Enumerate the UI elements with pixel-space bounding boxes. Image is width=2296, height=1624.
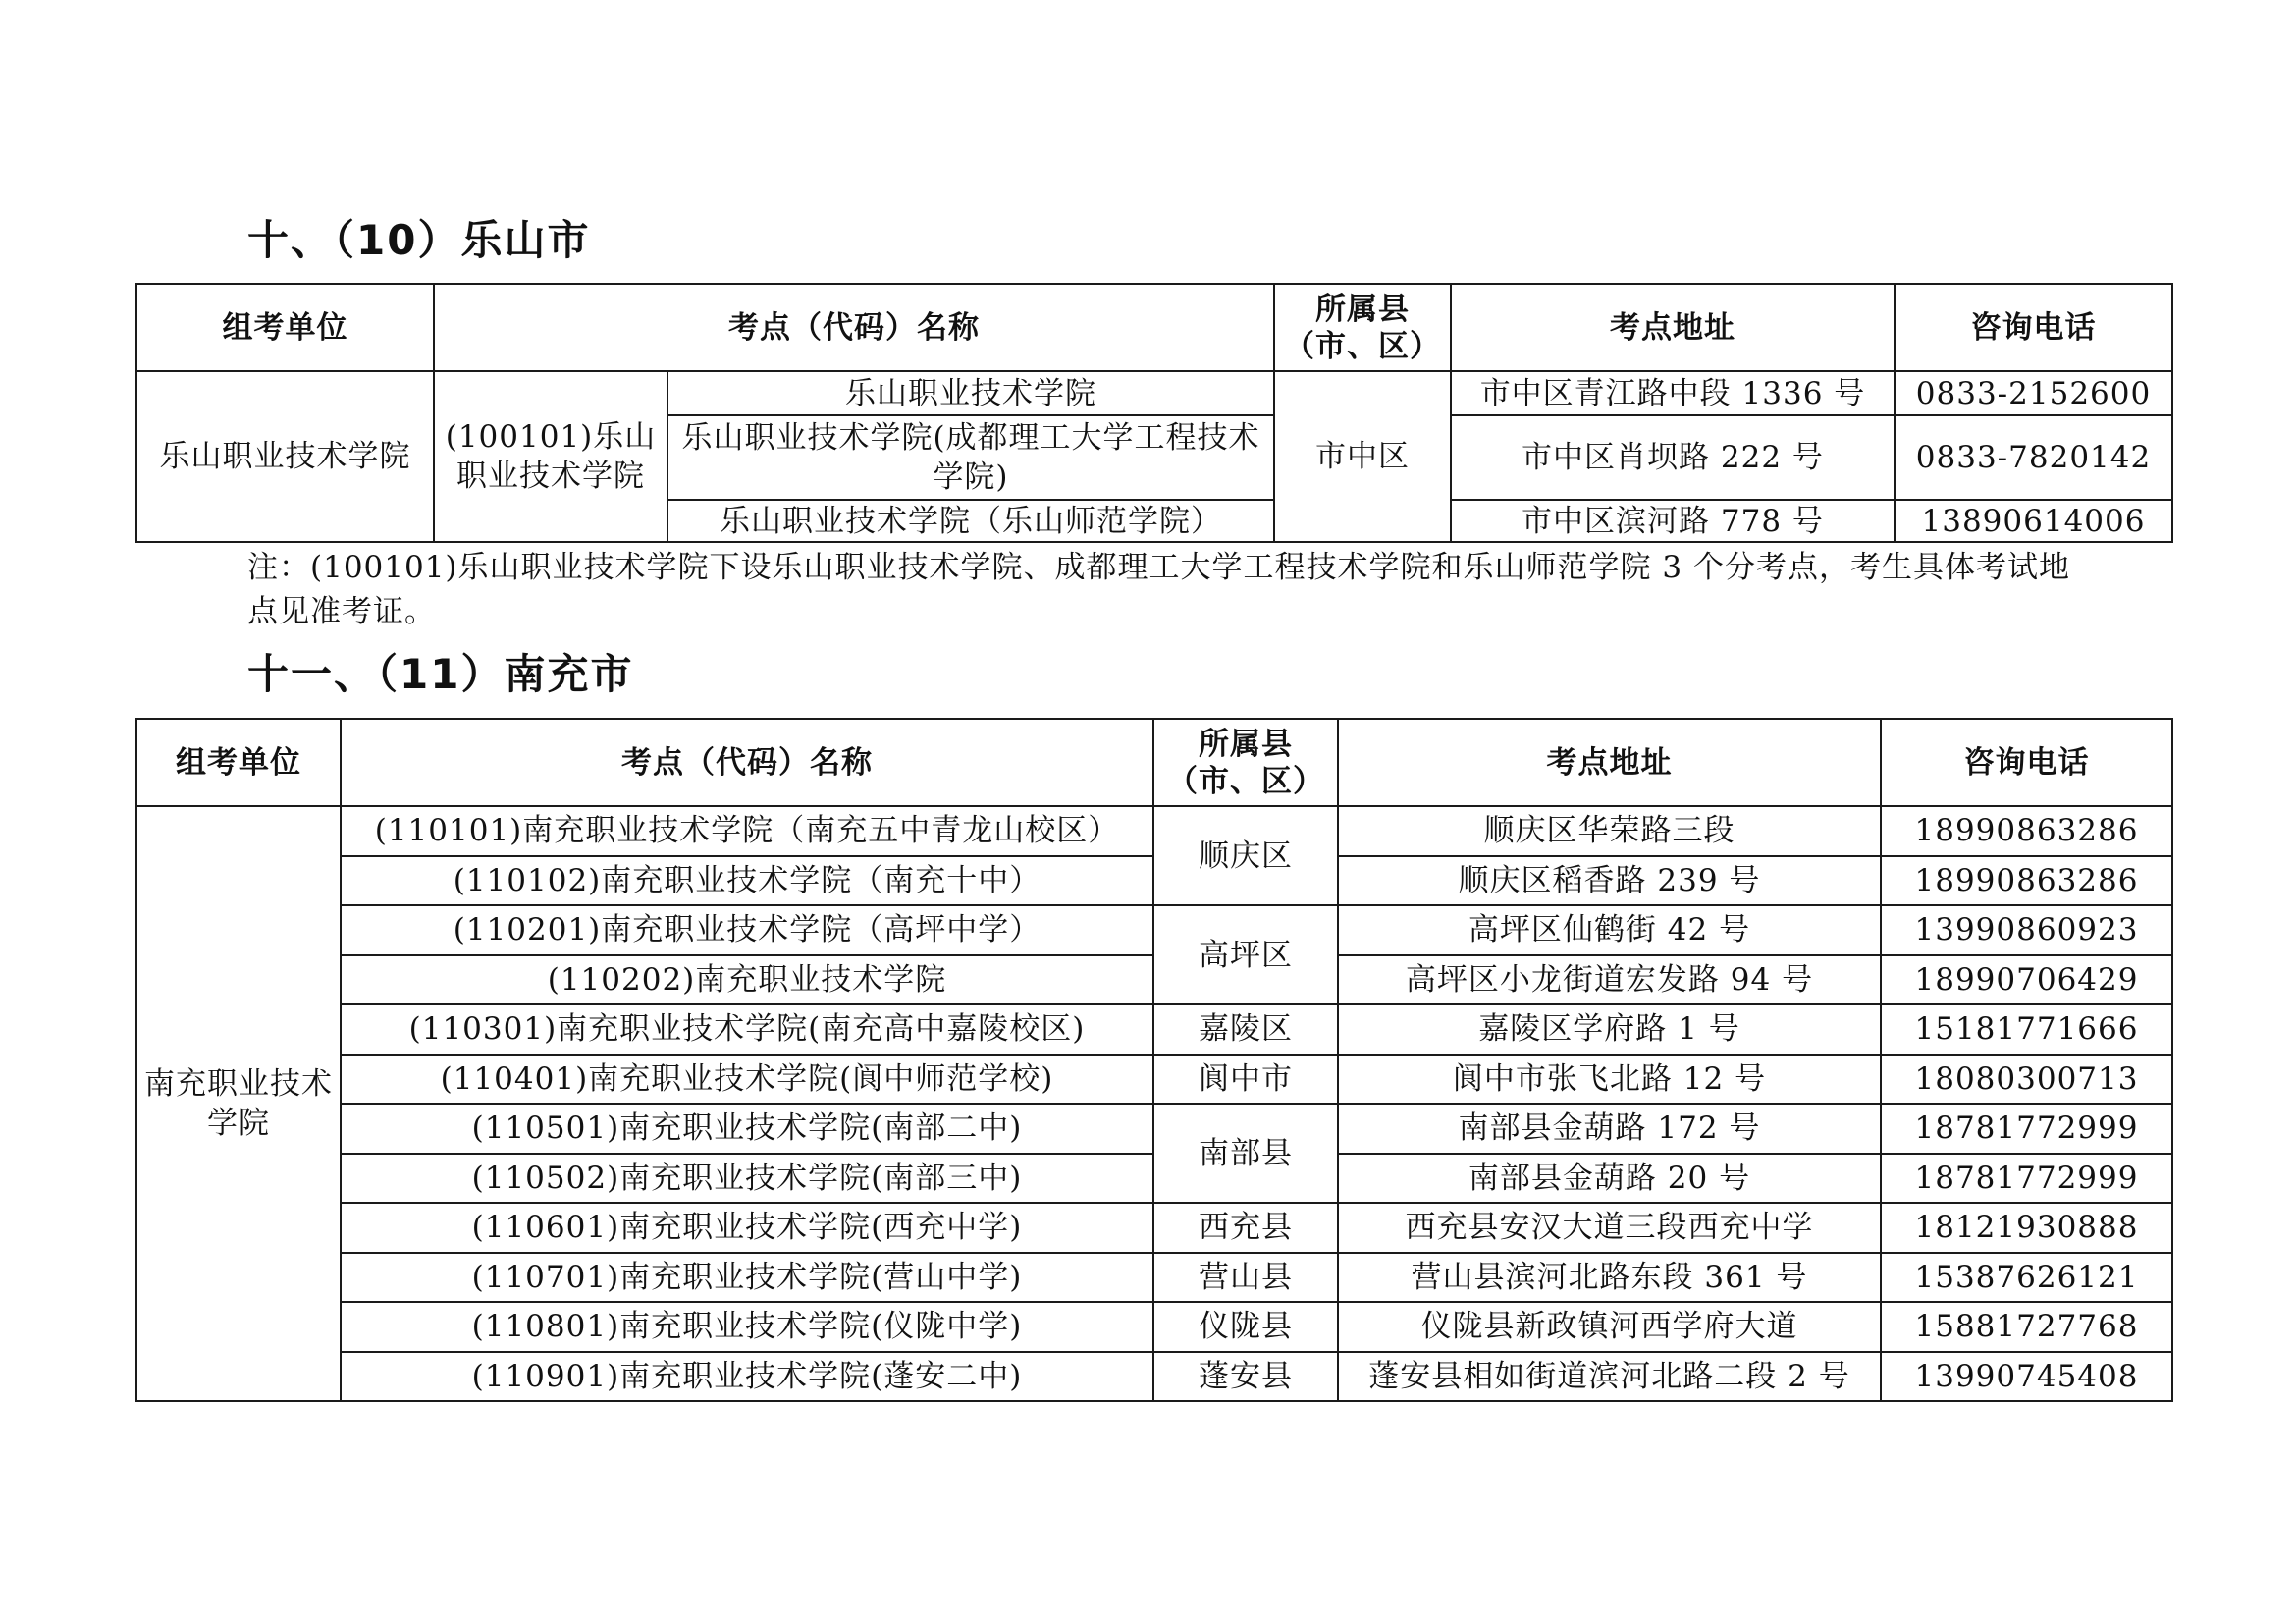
- cell-site: (110102)南充职业技术学院（南充十中）: [341, 856, 1153, 906]
- cell-address: 市中区青江路中段 1336 号: [1451, 371, 1895, 415]
- leshan-exam-sites-table: [135, 283, 2173, 543]
- cell-phone: 18990706429: [1881, 955, 2172, 1005]
- cell-county: 营山县: [1153, 1253, 1338, 1303]
- cell-address: 南部县金葫路 20 号: [1338, 1154, 1881, 1204]
- cell-site: (110801)南充职业技术学院(仪陇中学): [341, 1302, 1153, 1352]
- cell-phone: 0833-7820142: [1895, 415, 2172, 500]
- table-header-row: [136, 719, 2172, 806]
- cell-county: 仪陇县: [1153, 1302, 1338, 1352]
- header-unit: 组考单位: [136, 284, 434, 371]
- cell-address: 仪陇县新政镇河西学府大道: [1338, 1302, 1881, 1352]
- table-row: [136, 905, 2172, 955]
- cell-phone: 18781772999: [1881, 1104, 2172, 1154]
- cell-address: 顺庆区稻香路 239 号: [1338, 856, 1881, 906]
- cell-phone: 13990860923: [1881, 905, 2172, 955]
- cell-county: 嘉陵区: [1153, 1004, 1338, 1055]
- table-row: [136, 371, 2172, 415]
- table-row: [136, 1302, 2172, 1352]
- cell-phone: 18781772999: [1881, 1154, 2172, 1204]
- cell-phone: 18121930888: [1881, 1203, 2172, 1253]
- table-header-row: [136, 284, 2172, 371]
- cell-address: 南部县金葫路 172 号: [1338, 1104, 1881, 1154]
- cell-address: 蓬安县相如街道滨河北路二段 2 号: [1338, 1352, 1881, 1402]
- cell-address: 高坪区小龙街道宏发路 94 号: [1338, 955, 1881, 1005]
- table-row: [136, 806, 2172, 856]
- header-address: 考点地址: [1338, 719, 1881, 806]
- cell-phone: 15881727768: [1881, 1302, 2172, 1352]
- cell-site: (110401)南充职业技术学院(阆中师范学校): [341, 1055, 1153, 1105]
- section-heading-nanchong: 十一、（11）南充市: [247, 650, 634, 698]
- cell-sub-site: 乐山职业技术学院(成都理工大学工程技术学院): [667, 415, 1274, 500]
- cell-phone: 18990863286: [1881, 806, 2172, 856]
- cell-sub-site: 乐山职业技术学院（乐山师范学院）: [667, 500, 1274, 542]
- cell-address: 营山县滨河北路东段 361 号: [1338, 1253, 1881, 1303]
- cell-county: 高坪区: [1153, 905, 1338, 1004]
- cell-site: (110201)南充职业技术学院（高坪中学）: [341, 905, 1153, 955]
- header-unit: 组考单位: [136, 719, 341, 806]
- cell-unit: 南充职业技术学院: [136, 806, 341, 1401]
- cell-phone: 13890614006: [1895, 500, 2172, 542]
- table-row: [136, 1253, 2172, 1303]
- table-row: [136, 1203, 2172, 1253]
- cell-sub-site: 乐山职业技术学院: [667, 371, 1274, 415]
- leshan-note: 注：(100101)乐山职业技术学院下设乐山职业技术学院、成都理工大学工程技术学院和乐山师范学院 3 个分考点，考生具体考试地点见准考证。: [247, 550, 2070, 629]
- table-row: [136, 1104, 2172, 1154]
- cell-address: 市中区肖坝路 222 号: [1451, 415, 1895, 500]
- table-row: [136, 1352, 2172, 1402]
- cell-site: (110701)南充职业技术学院(营山中学): [341, 1253, 1153, 1303]
- cell-site: (110502)南充职业技术学院(南部三中): [341, 1154, 1153, 1204]
- cell-site: (110202)南充职业技术学院: [341, 955, 1153, 1005]
- cell-phone: 0833-2152600: [1895, 371, 2172, 415]
- cell-unit: 乐山职业技术学院: [136, 371, 434, 542]
- cell-county: 蓬安县: [1153, 1352, 1338, 1402]
- cell-site: (110101)南充职业技术学院（南充五中青龙山校区）: [341, 806, 1153, 856]
- cell-phone: 15387626121: [1881, 1253, 2172, 1303]
- cell-phone: 18080300713: [1881, 1055, 2172, 1105]
- cell-address: 顺庆区华荣路三段: [1338, 806, 1881, 856]
- cell-county: 南部县: [1153, 1104, 1338, 1203]
- header-county: 所属县（市、区）: [1274, 284, 1451, 371]
- nanchong-exam-sites-table: [135, 718, 2173, 1402]
- section-heading-leshan: 十、（10）乐山市: [247, 216, 591, 264]
- cell-county: 顺庆区: [1153, 806, 1338, 905]
- cell-site: (110601)南充职业技术学院(西充中学): [341, 1203, 1153, 1253]
- cell-phone: 13990745408: [1881, 1352, 2172, 1402]
- cell-site: (110901)南充职业技术学院(蓬安二中): [341, 1352, 1153, 1402]
- cell-address: 西充县安汉大道三段西充中学: [1338, 1203, 1881, 1253]
- cell-phone: 18990863286: [1881, 856, 2172, 906]
- table-row: [136, 1004, 2172, 1055]
- cell-phone: 15181771666: [1881, 1004, 2172, 1055]
- cell-site-code-name: (100101)乐山职业技术学院: [434, 371, 667, 542]
- cell-address: 市中区滨河路 778 号: [1451, 500, 1895, 542]
- cell-address: 嘉陵区学府路 1 号: [1338, 1004, 1881, 1055]
- cell-county: 阆中市: [1153, 1055, 1338, 1105]
- header-site: 考点（代码）名称: [341, 719, 1153, 806]
- table-row: [136, 1055, 2172, 1105]
- cell-site: (110301)南充职业技术学院(南充高中嘉陵校区): [341, 1004, 1153, 1055]
- header-county: 所属县（市、区）: [1153, 719, 1338, 806]
- cell-county: 市中区: [1274, 371, 1451, 542]
- header-phone: 咨询电话: [1881, 719, 2172, 806]
- header-address: 考点地址: [1451, 284, 1895, 371]
- cell-site: (110501)南充职业技术学院(南部二中): [341, 1104, 1153, 1154]
- header-phone: 咨询电话: [1895, 284, 2172, 371]
- cell-address: 阆中市张飞北路 12 号: [1338, 1055, 1881, 1105]
- cell-address: 高坪区仙鹤街 42 号: [1338, 905, 1881, 955]
- header-site: 考点（代码）名称: [434, 284, 1274, 371]
- cell-county: 西充县: [1153, 1203, 1338, 1253]
